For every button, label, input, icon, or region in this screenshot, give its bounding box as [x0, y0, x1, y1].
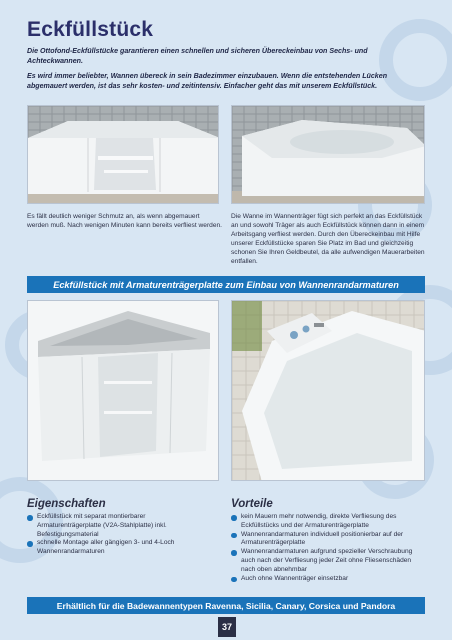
vorteile-title: Vorteile	[231, 498, 273, 510]
photo-corner-bathtub	[231, 105, 425, 204]
list-item: Eckfüllstück mit separat montierbarer Armaturenträgerplatte (V2A-Stahlplatte) inkl. Befestigungsmaterial	[27, 513, 202, 539]
page-title: Eckfüllstück	[27, 18, 154, 41]
photo-filler-with-fittings-plate	[27, 300, 219, 481]
availability-banner: Erhältlich für die Badewannentypen Ravenna, Sicilia, Canary, Corsica und Pandora	[27, 597, 425, 614]
list-item: Wannenrandarmaturen aufgrund spezieller Verschraubung auch nach der Verfliesung jeder Zeit ohne Fliesenschäden nach oben abnehmbar	[231, 548, 421, 574]
list-item: Auch ohne Wannenträger einsetzbar	[231, 575, 421, 584]
vorteile-list	[231, 513, 421, 583]
list-item: kein Mauern mehr notwendig, direkte Verfliesung des Eckfüllstücks und der Armaturenträgerplatte	[231, 513, 421, 531]
list-item: schnelle Montage aller gängigen 3- und 4-Loch Wannenrandarmaturen	[27, 539, 202, 557]
photo-octagonal-bathtub	[231, 300, 425, 481]
intro-paragraph-2: Es wird immer beliebter, Wannen übereck in sein Badezimmer einzubauen. Wenn die entstehenden Lücken abgemauert werden, ist das sehr kosten- und zeitintensiv. Einfacher geht das mit unserem Eckfüllstück.	[27, 72, 388, 90]
photo-corner-filler	[27, 105, 219, 204]
list-item: Wannenrandarmaturen individuell positionierbar auf der Armaturenträgerplatte	[231, 531, 421, 549]
eigenschaften-title: Eigenschaften	[27, 498, 106, 510]
intro-paragraph-1: Die Ottofond-Eckfüllstücke garantieren einen schnellen und sicheren Übereckeinbau von Sechs- und Achteckwannen.	[27, 47, 368, 65]
caption-left: Es fällt deutlich weniger Schmutz an, als wenn abgemauert werden muß. Nach wenigen Minuten kann bereits verfliest werden.	[27, 213, 222, 229]
eigenschaften-list	[27, 513, 202, 557]
page-number: 37	[218, 617, 236, 637]
section-banner: Eckfüllstück mit Armaturenträgerplatte zum Einbau von Wannenrandarmaturen	[27, 276, 425, 293]
caption-right: Die Wanne im Wannenträger fügt sich perfekt an das Eckfüllstück an und sowohl Träger als auch Eckfüllstück können dann in einem Arbeitsgang verfliest werden. Durch den Übereckeinbau mit Hilfe unserer Eckfüllstücke sparen Sie Platz im Bad und gleichzeitig schonen Sie Ihren Geldbeutel, da alle aufwendigen Mauerarbeiten entfallen.	[231, 213, 425, 265]
